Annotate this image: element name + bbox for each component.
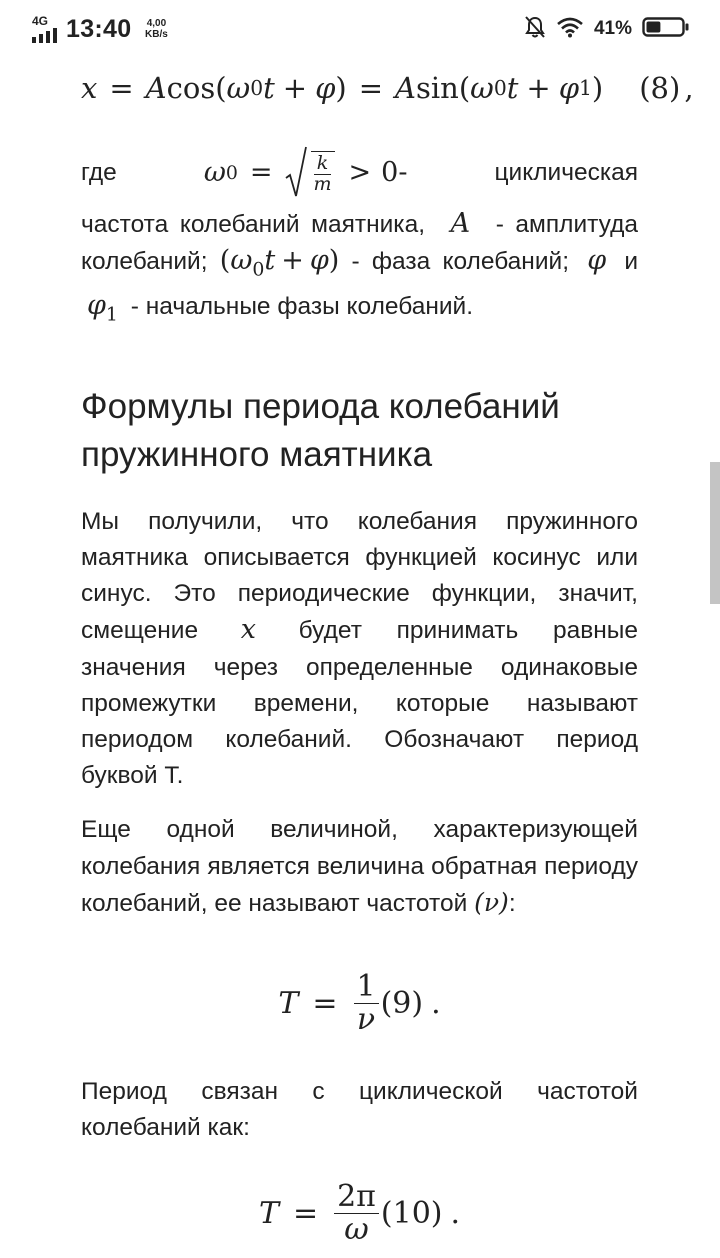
notifications-muted-icon xyxy=(524,15,546,44)
symbol-nu: (ν) xyxy=(474,887,509,917)
def-text-initial-phases: - начальные фазы колебаний. xyxy=(130,293,474,321)
eq8-omega-2: ω xyxy=(470,71,494,105)
eq10-dot: . xyxy=(450,1195,461,1231)
symbol-phi: φ xyxy=(587,245,607,277)
eq8-paren-close-2: ) xyxy=(591,71,604,105)
period-text-2: будет принимать равные значения через определенные одинаковые промежутки времени, которые называют периодом колебаний. Обозначают период буквой Т. xyxy=(81,617,638,790)
phase-open: ( xyxy=(219,245,231,277)
fraction-m: m xyxy=(313,173,332,195)
signal-bars xyxy=(32,28,57,43)
phase-phi: φ xyxy=(309,245,329,277)
eq10-denominator: ω xyxy=(344,1211,369,1247)
eq10-equals: = xyxy=(292,1195,319,1231)
eq10-fraction xyxy=(334,1181,379,1245)
definition-first-line xyxy=(81,140,638,206)
def-text-and: и xyxy=(624,248,639,276)
eq8-cos: cos xyxy=(166,71,216,105)
eq8-plus-1: + xyxy=(282,71,308,105)
symbol-phi1 xyxy=(87,290,118,326)
phase-expression xyxy=(219,245,340,281)
paragraph-frequency xyxy=(81,812,638,922)
eq8-phi1: φ xyxy=(558,71,579,105)
wifi-icon xyxy=(556,16,584,43)
def-text-phase: - фаза колебаний; xyxy=(351,248,569,276)
omega-definition xyxy=(204,146,408,200)
fraction-k: k xyxy=(314,154,332,175)
eq8-omega-1: ω xyxy=(226,71,251,105)
eq10-numerator: 2π xyxy=(334,1181,379,1214)
eq8-equals-1: = xyxy=(109,71,134,105)
sqrt-fraction xyxy=(311,151,335,195)
eq8-equals-2: = xyxy=(358,71,384,105)
symbol-x: x xyxy=(240,614,256,646)
eq8-sin: sin xyxy=(415,71,459,105)
eq10-number: (10) xyxy=(380,1195,443,1231)
eq10-lhs: T xyxy=(258,1195,279,1231)
eq9-lhs: T xyxy=(278,985,299,1021)
network-speed-unit: KB/s xyxy=(145,29,168,40)
eq8-lhs: x xyxy=(81,71,98,105)
battery-icon xyxy=(642,16,690,43)
paragraph-cyclic-relation: Период связан с циклической частотой колебаний как: xyxy=(81,1078,638,1142)
eq9-equals: = xyxy=(312,985,338,1021)
eq8-amplitude-2: A xyxy=(395,71,416,105)
eq9-denominator: ν xyxy=(356,1001,376,1037)
phase-plus: + xyxy=(281,245,304,277)
paragraph-period xyxy=(81,504,638,795)
network-speed xyxy=(141,18,171,40)
phase-omega: ω xyxy=(230,245,253,277)
symbol-amplitude: A xyxy=(450,208,471,239)
equation-9 xyxy=(81,958,638,1048)
word-where: где xyxy=(81,158,117,186)
eq9-fraction xyxy=(354,971,379,1035)
eq9-dot: . xyxy=(431,985,441,1021)
section-heading: Формулы периода колебаний пружинного маятника xyxy=(81,386,560,474)
def-text-amplitude: - амплитуда колебаний; xyxy=(81,211,638,276)
frequency-colon: : xyxy=(508,889,516,917)
symbol-phi1-sub: 1 xyxy=(105,303,118,326)
equation-10 xyxy=(81,1168,638,1258)
phase-close: ) xyxy=(328,245,340,277)
eq9-numerator: 1 xyxy=(354,971,379,1004)
definition-rest xyxy=(81,206,638,333)
def-greater-than: > xyxy=(348,156,372,188)
status-bar xyxy=(0,0,720,58)
phase-omega-sub: 0 xyxy=(252,258,265,281)
network-speed-value: 4,00 xyxy=(146,18,167,29)
phase-t: t xyxy=(264,245,276,277)
equation-8: x = A cos ( ω 0 t + φ ) = A sin ( ω 0 t + φ 1 ) (8) , xyxy=(81,71,694,105)
eq8-plus-2: + xyxy=(526,71,551,105)
word-cyclic: циклическая xyxy=(494,158,638,186)
eq8-paren-close-1: ) xyxy=(335,71,347,105)
eq8-amplitude-1: A xyxy=(145,71,167,105)
article xyxy=(81,58,694,1258)
def-omega-sub: 0 xyxy=(225,161,238,184)
eq8-comma: , xyxy=(684,71,694,105)
frequency-text: Еще одной величиной, характеризующей колебания является величина обратная периоду колебаний, ее называют частотой xyxy=(81,816,638,917)
eq8-paren-open-1: ( xyxy=(215,71,227,105)
status-bar-left xyxy=(30,12,171,46)
network-type: 4G xyxy=(32,14,49,28)
def-text-frequency: частота колебаний маятника, xyxy=(81,211,425,238)
eq8-phi: φ xyxy=(315,71,336,105)
paragraph-definitions xyxy=(81,140,638,333)
scrollbar-thumb[interactable] xyxy=(710,462,720,604)
eq8-t-1: t xyxy=(263,71,275,105)
signal-icon xyxy=(30,15,60,43)
status-time: 13:40 xyxy=(66,14,132,43)
eq9-number: (9) xyxy=(380,985,424,1021)
def-equals: = xyxy=(249,156,273,188)
eq8-paren-open-2: ( xyxy=(458,71,471,105)
eq8-t-2: t xyxy=(506,71,519,105)
period-text-1: Мы получили, что колебания пружинного маятника описывается функцией косинус или синус. Это периодические функции, значит, смещение xyxy=(81,507,638,645)
battery-percent: 41% xyxy=(593,18,632,39)
def-zero: 0- xyxy=(381,156,408,188)
status-bar-right xyxy=(524,12,690,46)
eq8-number: (8) xyxy=(639,71,681,105)
def-omega: ω xyxy=(203,156,226,188)
sqrt-radical-icon xyxy=(285,146,307,200)
symbol-phi1-base: φ xyxy=(87,290,106,322)
